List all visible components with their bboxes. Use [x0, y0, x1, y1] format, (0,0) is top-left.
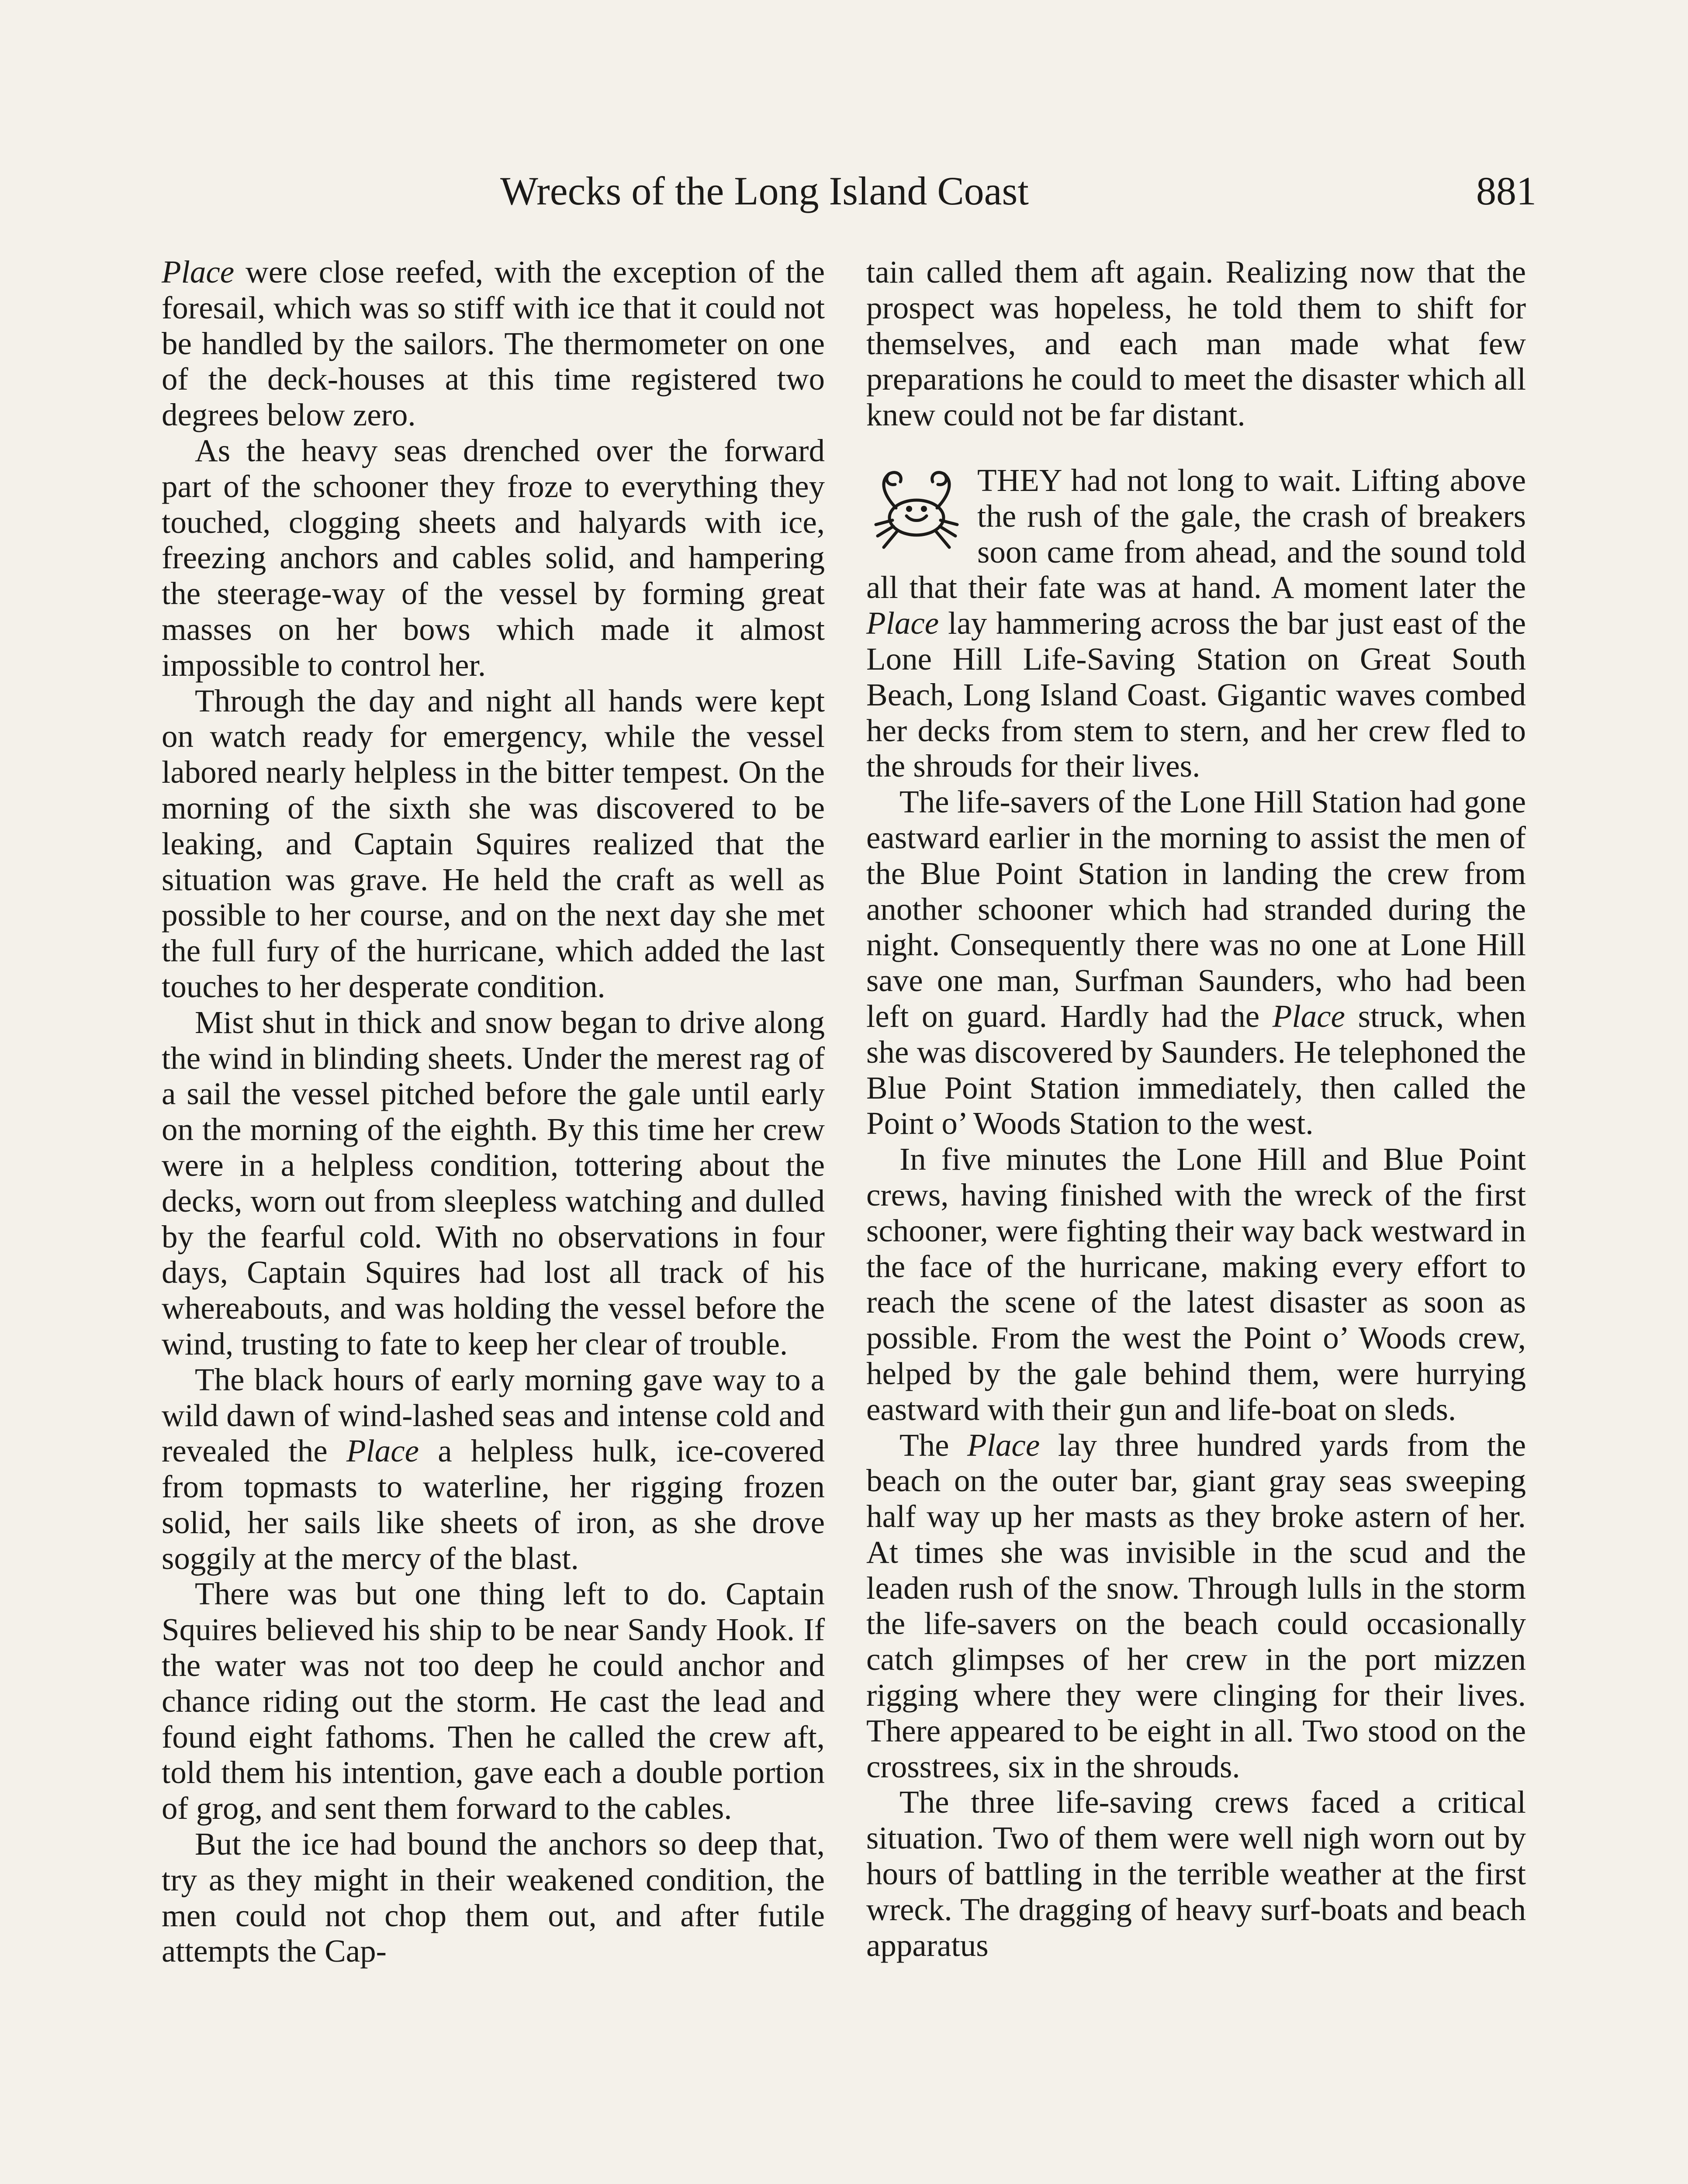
paragraph: The black hours of early morning gave way to a wild dawn of wind-lashed seas and intense cold and revealed the Place a helpless hulk, ice-covered from topmasts to waterline, her rigging frozen solid, her sails like sheets of iron, as she drove soggily at the mercy of the blast.	[162, 1362, 825, 1576]
running-header	[500, 162, 1536, 219]
left-column	[162, 254, 825, 1969]
ship-name: Place	[967, 1427, 1040, 1463]
ship-name: Place	[162, 254, 235, 290]
crab-icon	[866, 464, 967, 563]
paragraph: THEY had not long to wait. Lifting above the rush of the gale, the crash of breakers soon came from ahead, and the sound told all that their fate was at hand. A moment later the Place lay hammering across the bar just east of the Lone Hill Life-Saving Station on Great South Beach, Long Island Coast. Gigantic waves combed her decks from stem to stern, and her crew fled to the shrouds for their lives.	[866, 462, 1526, 784]
paragraph: The three life-saving crews faced a critical situation. Two of them were well nigh worn out by hours of battling in the terrible weather at the first wreck. The dragging of heavy surf-boats and beach apparatus	[866, 1784, 1526, 1963]
right-column	[866, 254, 1526, 1963]
paragraph: Mist shut in thick and snow began to drive along the wind in blinding sheets. Under the merest rag of a sail the vessel pitched before the gale until early on the morning of the eighth. By this time her crew were in a helpless condition, tottering about the decks, worn out from sleepless watching and dulled by the fearful cold. With no observations in four days, Captain Squires had lost all track of his whereabouts, and was holding the vessel before the wind, trusting to fate to keep her clear of trouble.	[162, 1004, 825, 1362]
paragraph: In five minutes the Lone Hill and Blue Point crews, having finished with the wreck of the first schooner, were fighting their way back westward in the face of the hurricane, making every effort to reach the scene of the latest disaster as soon as possible. From the west the Point o’ Woods crew, helped by the gale behind them, were hurrying eastward with their gun and life-boat on sleds.	[866, 1141, 1526, 1427]
ship-name: Place	[1272, 998, 1345, 1034]
ship-name: Place	[346, 1433, 419, 1469]
paragraph: As the heavy seas drenched over the forward part of the schooner they froze to everything they touched, clogging sheets and halyards with ice, freezing anchors and cables solid, and hampering the steerage-way of the vessel by forming great masses on her bows which made it almost impossible to control her.	[162, 432, 825, 683]
paragraph: The life-savers of the Lone Hill Station had gone eastward earlier in the morning to assist the men of the Blue Point Station in landing the crew from another schooner which had stranded during the night. Consequently there was no one at Lone Hill save one man, Surfman Saunders, who had been left on guard. Hardly had the Place struck, when she was discovered by Saunders. He telephoned the Blue Point Station immediately, then called the Point o’ Woods Station to the west.	[866, 784, 1526, 1141]
paragraph: The Place lay three hundred yards from the beach on the outer bar, giant gray seas sweeping half way up her masts as they broke astern of her. At times she was invisible in the scud and the leaden rush of the snow. Through lulls in the storm the life-savers on the beach could occasionally catch glimpses of her crew in the port mizzen rigging where they were clinging for their lives. There appeared to be eight in all. Two stood on the crosstrees, six in the shrouds.	[866, 1427, 1526, 1784]
paragraph: Place were close reefed, with the exception of the foresail, which was so stiff with ice that it could not be handled by the sailors. The thermometer on one of the deck-houses at this time registered two degrees below zero.	[162, 254, 825, 433]
paragraph: There was but one thing left to do. Captain Squires believed his ship to be near Sandy Hook. If the water was not too deep he could anchor and chance riding out the storm. He cast the lead and found eight fathoms. Then he called the crew aft, told them his intention, gave each a double portion of grog, and sent them forward to the cables.	[162, 1576, 825, 1826]
paragraph: But the ice had bound the anchors so deep that, try as they might in their weakened condition, the men could not chop them out, and after futile attempts the Cap-	[162, 1826, 825, 1969]
running-title: Wrecks of the Long Island Coast	[500, 169, 1029, 213]
paragraph: tain called them aft again. Realizing now that the prospect was hopeless, he told them to shift for themselves, and each man made what few preparations he could to meet the disaster which all knew could not be far distant.	[866, 254, 1526, 433]
page-number: 881	[1476, 169, 1536, 213]
ship-name: Place	[866, 605, 939, 641]
paragraph: Through the day and night all hands were kept on watch ready for emergency, while the vessel labored nearly helpless in the bitter tempest. On the morning of the sixth she was discovered to be leaking, and Captain Squires realized that the situation was grave. He held the craft as well as possible to her course, and on the next day she met the full fury of the hurricane, which added the last touches to her desperate condition.	[162, 683, 825, 1004]
